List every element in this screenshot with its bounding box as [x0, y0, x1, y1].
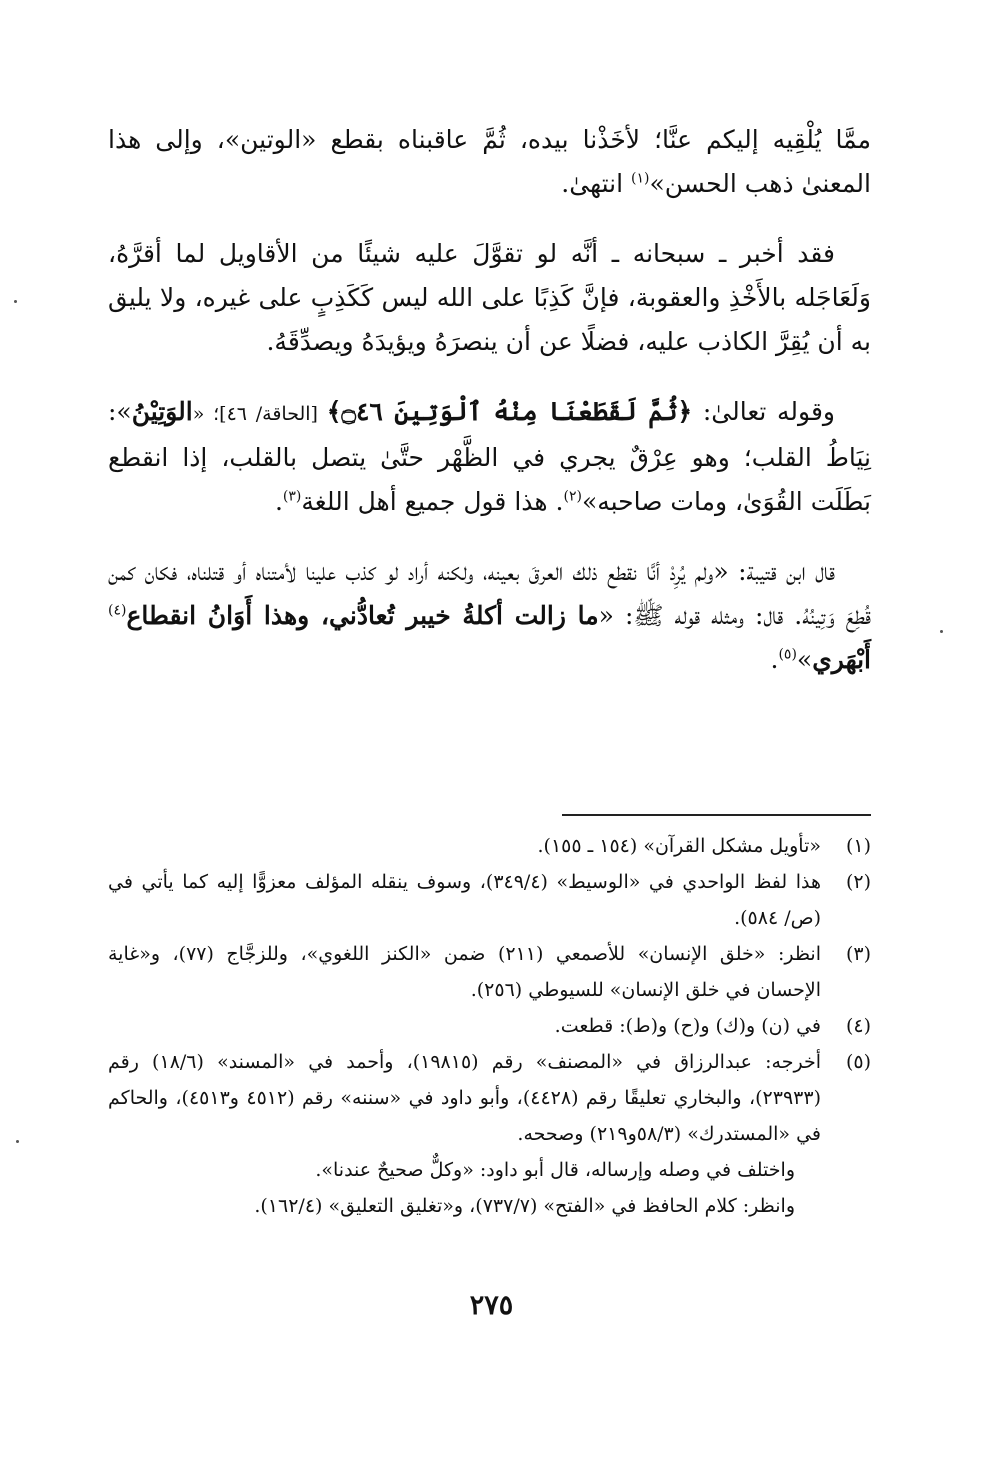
footnote-continuation: وانظر: كلام الحافظ في «الفتح» (٧٣٧/٧)، و«تغليق التعليق» (١٦٢/٤). — [254, 1195, 795, 1217]
footnote-ref-2[interactable]: (٢) — [563, 488, 582, 505]
footnote-item — [108, 828, 871, 864]
quran-verse: ﴿ثُمَّ لَقَطَعْنَا مِنْهُ ٱلْوَتِينَ ۝٤٦﴾ — [326, 397, 693, 426]
p3-mid: »: نِيَاطُ القلب؛ وهو عِرْقٌ يجري في الظَّهْر حتَّىٰ يتصل بالقلب، إذا انقطع بَطَلَت القُوَىٰ، ومات صاحبه» — [108, 397, 871, 516]
p4-end: . — [770, 645, 779, 674]
footnote-text: أخرجه: عبدالرزاق في «المصنف» رقم (١٩٨١٥)، وأحمد في «المسند» (١٨/٦) رقم (٢٣٩٣٣)، والبخاري تعليقًا رقم (٤٤٢٨)، وأبو داود في «سننه» رقم (٤٥١٢ و٤٥١٣)، والحاكم في «المستدرك» (٥٨/٣و٢١٩) وصححه. — [108, 1051, 821, 1145]
defined-word: الوَتِيْنُ — [131, 397, 193, 426]
footnote-number: (٤) — [845, 1015, 871, 1037]
footnote-number: (٣) — [845, 943, 871, 965]
p3-start: وقوله تعالىٰ: — [692, 397, 835, 426]
footnote-item — [108, 936, 871, 1008]
footnote-ref-4[interactable]: (٤) — [108, 602, 127, 619]
footnote-item — [108, 1008, 871, 1044]
paragraph-1 — [108, 118, 871, 206]
footnote-ref-1[interactable]: (١) — [630, 170, 650, 187]
footnote-text: «تأويل مشكل القرآن» (١٥٤ ـ ١٥٥). — [537, 835, 821, 857]
paragraph-3 — [108, 390, 871, 524]
footnote-text: هذا لفظ الواحدي في «الوسيط» (٣٤٩/٤)، وسوف ينقله المؤلف معزوًّا إليه كما يأتي في (ص/ ٥٨٤). — [108, 871, 821, 929]
p3-after: . هذا قول جميع أهل اللغة — [301, 487, 564, 516]
paragraph-4 — [108, 550, 871, 682]
footnote-continuation: واختلف في وصله وإرساله، قال أبو داود: «وكلٌّ صحيحٌ عندنا». — [315, 1159, 795, 1181]
p4-start: قال ابن قتيبة: «ولم يُرِدْ أنَّا نقطع ذلك العرقَ بعينه، ولكنه أراد لو كذب علينا لأمتناه أو قتلناه، فكان كمن قُطِعَ وَتِينُهُ. قال: ومثله قوله ﷺ: « — [108, 557, 871, 630]
footnote-ref-3[interactable]: (٣) — [282, 488, 302, 505]
verse-reference: [الحاقة/ ٤٦]؛ « — [192, 403, 327, 425]
footnote-divider — [562, 814, 871, 816]
p1-end: انتهىٰ. — [561, 169, 631, 198]
p1-line1: ممَّا يُلْقِيه إليكم عنَّا؛ لأخَذْنا بيده، ثُمَّ عاقبناه بقطع «الوتين»، وإلى هذا — [108, 125, 871, 154]
p4-close: » — [796, 645, 813, 674]
footnote-number: (٥) — [845, 1051, 871, 1073]
footnote-text: انظر: «خلق الإنسان» للأصمعي (٢١١) ضمن «الكنز اللغوي»، وللزجَّاج (٧٧)، و«غاية الإحسان في خلق الإنسان» للسيوطي (٢٥٦). — [108, 943, 821, 1001]
footnotes — [108, 828, 871, 1224]
scan-speck — [14, 300, 17, 303]
hadith-text-2: أَبْهَري — [812, 645, 871, 674]
main-text — [108, 118, 871, 682]
footnote-ref-5[interactable]: (٥) — [778, 646, 797, 663]
p3-end: . — [274, 487, 283, 516]
hadith-text-1: ما زالت أكلةُ خيبر تُعادُّني، وهذا أَوَانُ انقطاع — [126, 601, 599, 630]
page-number: ٢٧٥ — [469, 1290, 514, 1321]
footnote-item — [108, 1044, 871, 1152]
paragraph-2: فقد أخبر ـ سبحانه ـ أنَّه لو تقوَّلَ عليه شيئًا من الأقاويل لما أقرَّهُ، وَلَعَاجَله بالأَخْذِ والعقوبة، فإنَّ كَذِبًا على الله ليس كَكَذِبٍ على غيره، ولا يليق به أن يُقِرَّ الكاذب عليه، فضلًا عن أن ينصرَهُ ويؤيدَهُ ويصدِّقَهُ. — [108, 239, 871, 356]
scan-speck — [16, 1140, 19, 1143]
scan-speck — [940, 630, 943, 633]
footnote-number: (٢) — [845, 871, 871, 893]
footnote-text: في (ن) و(ك) و(ح) و(ط): قطعت. — [554, 1015, 821, 1037]
footnote-number: (١) — [845, 835, 871, 857]
p1-line2: المعنىٰ ذهب الحسن» — [649, 169, 871, 198]
footnote-item — [108, 864, 871, 936]
